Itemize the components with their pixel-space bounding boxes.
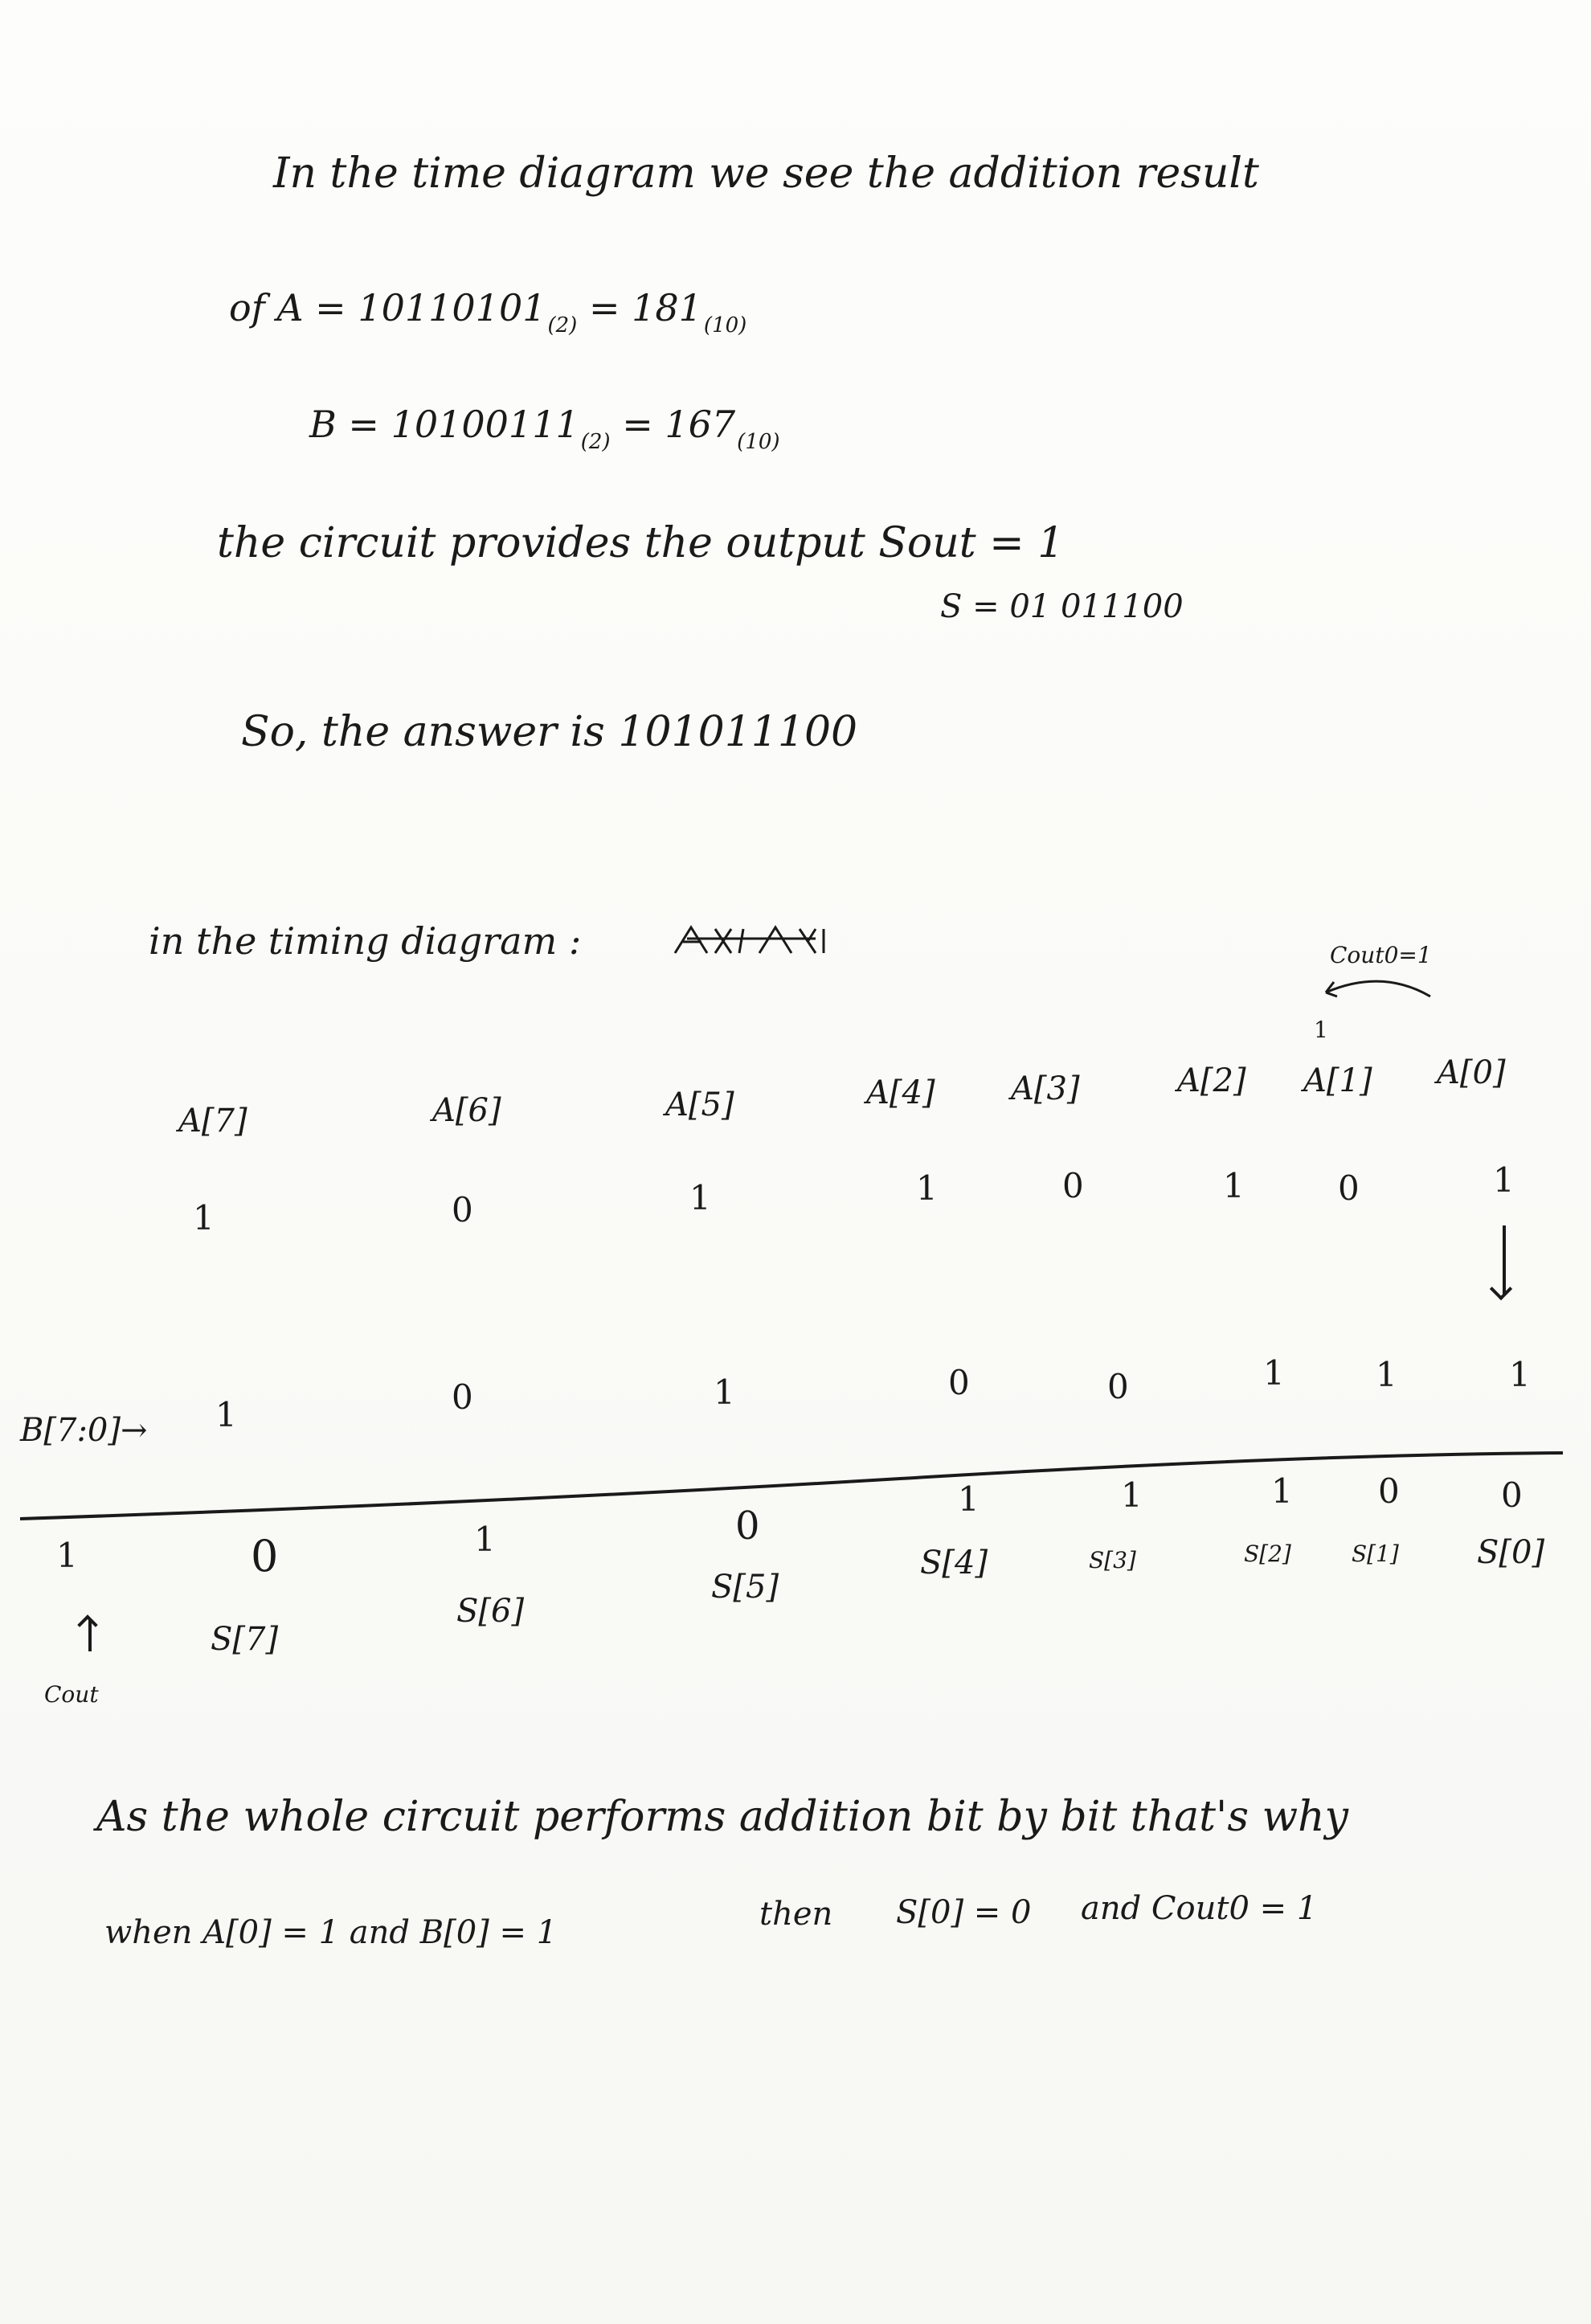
- s-label-3: S[3]: [1089, 1547, 1136, 1573]
- a-label-5: A[5]: [665, 1086, 734, 1123]
- s-label-1: S[1]: [1352, 1540, 1399, 1567]
- a-value-7: 1: [193, 1198, 215, 1238]
- b-decimal: = 167: [622, 403, 736, 446]
- a-label-2: A[2]: [1177, 1062, 1246, 1099]
- intro-line-1: In the time diagram we see the addition result: [273, 149, 1259, 198]
- conclusion-when: when A[0] = 1 and B[0] = 1: [104, 1914, 558, 1951]
- b-equation: [309, 403, 780, 454]
- s-value-6: 1: [474, 1520, 496, 1559]
- a-base: (2): [547, 313, 578, 338]
- s-value-4: 1: [958, 1479, 980, 1519]
- a-decimal: = 181: [588, 286, 702, 329]
- s-value-5: 0: [735, 1504, 760, 1549]
- carry-one: 1: [1314, 1017, 1328, 1043]
- a-label-4: A[4]: [866, 1074, 935, 1111]
- a-label-3: A[3]: [1011, 1070, 1080, 1107]
- s-label-7: S[7]: [211, 1621, 279, 1658]
- b-value-6: 0: [452, 1377, 473, 1417]
- scribble-mark: [671, 923, 840, 958]
- s-value-7: 0: [251, 1531, 279, 1581]
- b-value-4: 0: [948, 1363, 970, 1402]
- a-label-1: A[1]: [1303, 1062, 1372, 1099]
- a-equation: [229, 286, 747, 338]
- b-value-1: 1: [1376, 1355, 1397, 1394]
- up-arrow-icon: [88, 1619, 92, 1651]
- b-value-3: 0: [1107, 1367, 1129, 1406]
- a-value-3: 0: [1062, 1166, 1084, 1205]
- a-binary: of A = 10110101: [229, 286, 546, 329]
- b-binary: B = 10100111: [309, 403, 579, 446]
- timing-heading: in the timing diagram :: [149, 919, 582, 963]
- b-value-7: 1: [215, 1395, 237, 1434]
- a-value-2: 1: [1223, 1166, 1245, 1205]
- a-label-0: A[0]: [1437, 1054, 1506, 1091]
- s-value-1: 0: [1378, 1471, 1400, 1511]
- s-label-5: S[5]: [711, 1569, 779, 1606]
- a-value-4: 1: [916, 1168, 938, 1208]
- s-value-0: 0: [1501, 1475, 1523, 1515]
- cout-label: Cout: [44, 1681, 99, 1708]
- b-base: (2): [580, 430, 611, 454]
- b-value-5: 1: [714, 1373, 735, 1412]
- conclusion-cout: and Cout0 = 1: [1081, 1890, 1318, 1927]
- cout-value: 1: [56, 1536, 78, 1575]
- s-label-0: S[0]: [1477, 1534, 1545, 1571]
- conclusion-line-1: As the whole circuit performs addition bit by bit that's why: [96, 1793, 1348, 1841]
- carry-curved-arrow: [1302, 972, 1438, 1013]
- b-value-0: 1: [1509, 1355, 1531, 1394]
- b-dec-base: (10): [737, 430, 780, 454]
- a-value-6: 0: [452, 1190, 473, 1230]
- a-dec-base: (10): [703, 313, 747, 338]
- a-value-5: 1: [689, 1178, 711, 1217]
- b-value-2: 1: [1263, 1353, 1285, 1393]
- a-value-1: 0: [1338, 1168, 1360, 1208]
- s-value-3: 1: [1121, 1475, 1143, 1515]
- down-arrow-icon: [1503, 1225, 1506, 1294]
- a-label-6: A[6]: [432, 1092, 501, 1129]
- s-label-2: S[2]: [1244, 1540, 1291, 1567]
- conclusion-then: then: [759, 1896, 833, 1933]
- a-label-7: A[7]: [178, 1103, 247, 1139]
- carry-note: Cout0=1: [1330, 942, 1432, 968]
- a-value-0: 1: [1493, 1160, 1515, 1200]
- s-value-2: 1: [1271, 1471, 1293, 1511]
- answer-line: So, the answer is 101011100: [241, 708, 858, 756]
- sum-line: [16, 1446, 1567, 1535]
- conclusion-s0: S[0] = 0: [896, 1894, 1032, 1931]
- s-label-6: S[6]: [456, 1593, 525, 1630]
- b-bus-label: B[7:0]→: [20, 1412, 148, 1449]
- s-result-line: S = 01 011100: [940, 588, 1184, 625]
- s-label-4: S[4]: [920, 1545, 988, 1581]
- circuit-output-line: the circuit provides the output Sout = 1: [217, 519, 1065, 567]
